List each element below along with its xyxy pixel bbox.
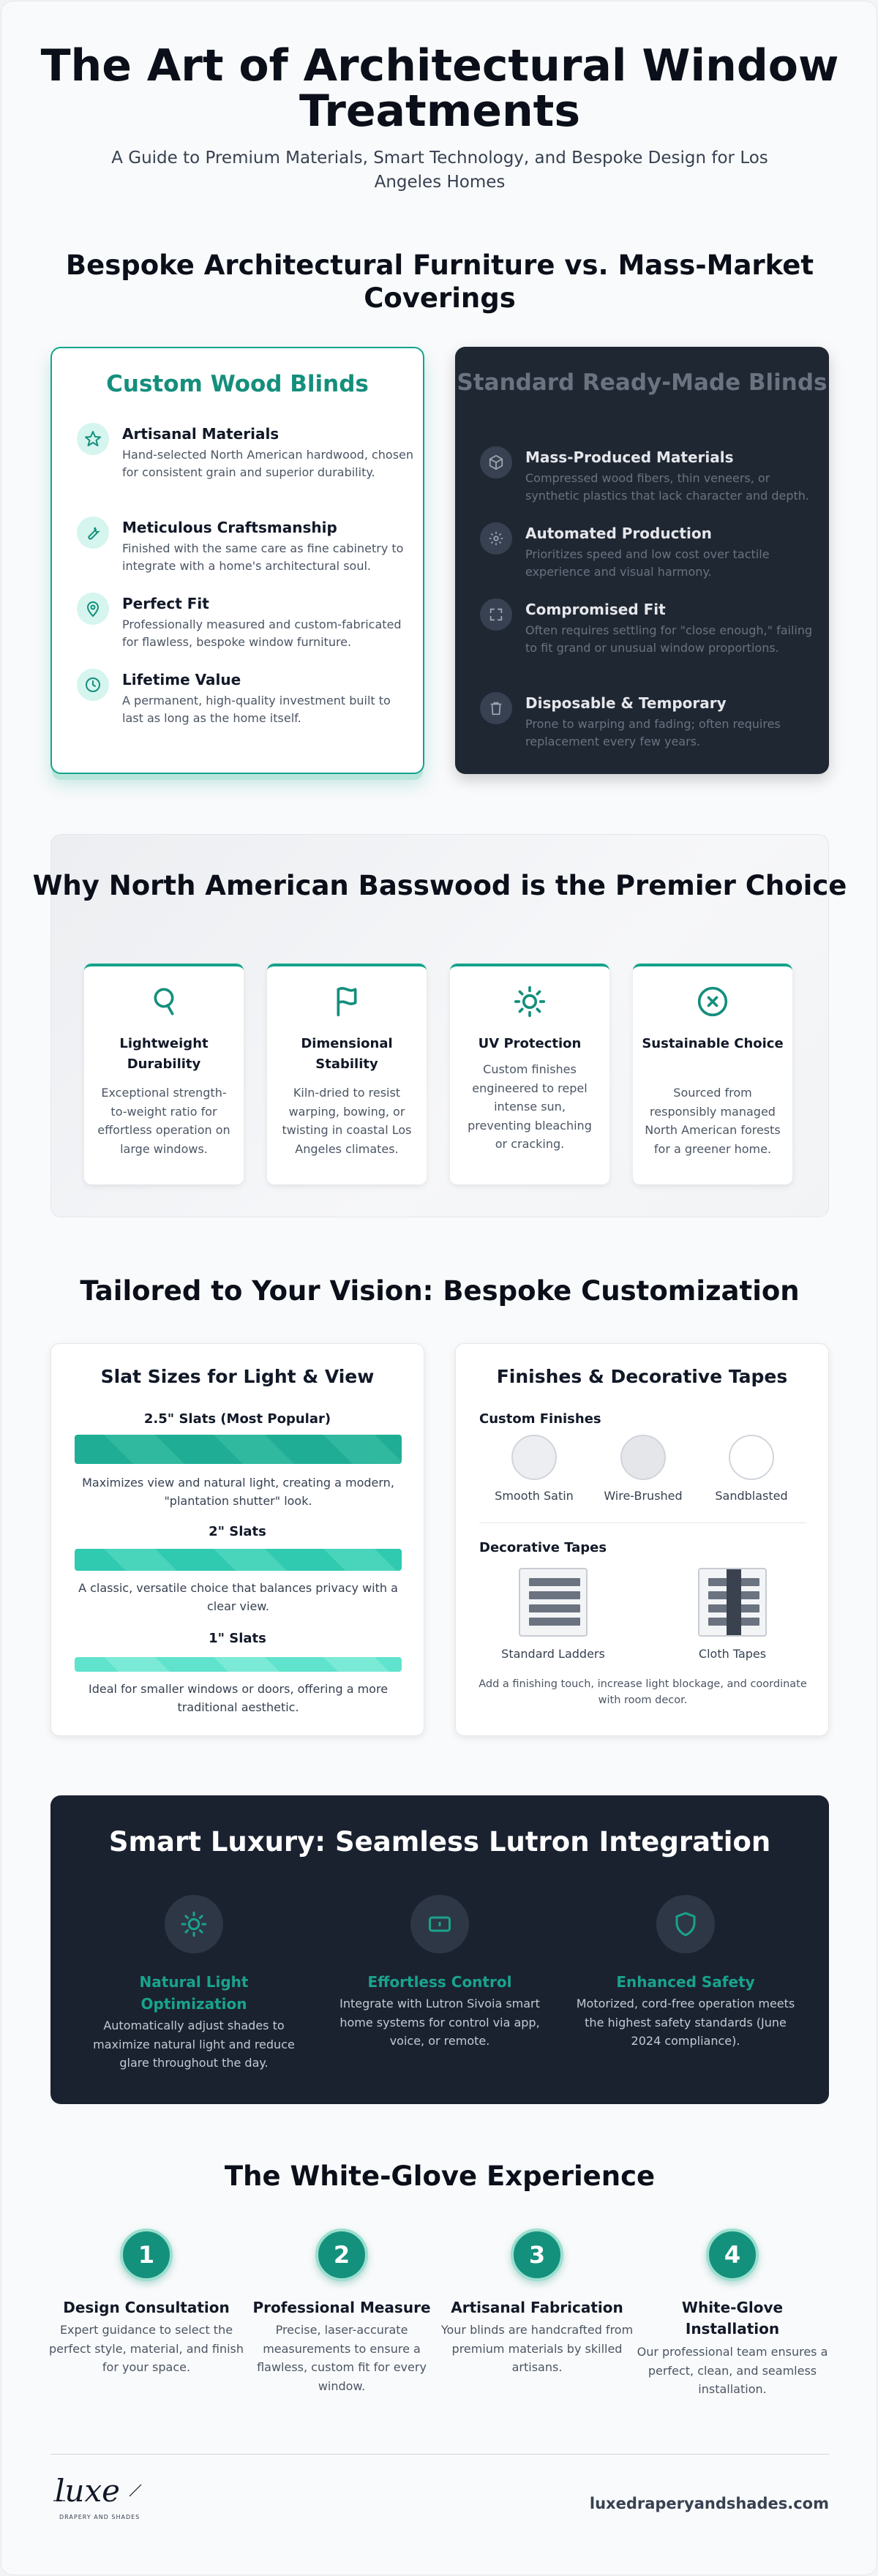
slat-bar-2 [75, 1549, 402, 1571]
feature-desc: Compressed wood fibers, thin veneers, or synthetic plastics that lack character and depth. [525, 471, 810, 503]
feature-title: Meticulous Craftsmanship [122, 519, 337, 536]
tapes-note: Add a finishing touch, increase light blockage, and coordinate with room decor. [479, 1678, 807, 1707]
logo-text: luxe [55, 2473, 121, 2509]
slat-desc: A classic, versatile choice that balances privacy with a clear view. [78, 1581, 398, 1613]
swatch-smooth-satin [511, 1435, 557, 1480]
step-desc: Expert guidance to select the perfect style, material, and finish for your space. [48, 2323, 244, 2375]
card-desc: Exceptional strength-to-weight ratio for effortless operation on large windows. [97, 1086, 230, 1156]
star-icon [77, 423, 109, 455]
trash-icon [480, 692, 512, 724]
feature-desc: A permanent, high-quality investment built to last as long as the home itself. [122, 694, 391, 725]
custom-wood-blinds-card [50, 347, 424, 774]
step-desc: Your blinds are handcrafted from premium materials by skilled artisans. [440, 2323, 634, 2375]
basswood-card [84, 964, 244, 1184]
feature-desc: Prioritizes speed and low cost over tactile experience and visual harmony. [525, 547, 770, 579]
customization-title: Tailored to Your Vision: Bespoke Customization [80, 1275, 800, 1307]
step-title: White-Glove Installation [681, 2299, 784, 2337]
feature-title: Artisanal Materials [122, 425, 279, 443]
standard-ladders-icon [519, 1568, 588, 1637]
finishes-card [455, 1343, 829, 1736]
location-pin-icon [77, 593, 109, 625]
basswood-title: Why North American Basswood is the Premier Choice [32, 870, 847, 901]
feature-title: Lifetime Value [122, 671, 241, 688]
page-subtitle: A Guide to Premium Materials, Smart Technology, and Bespoke Design for Los Angeles Homes [111, 149, 768, 192]
smart-item-desc: Motorized, cord-free operation meets the highest safety standards (June 2024 compliance). [576, 1997, 795, 2049]
flag-icon [267, 985, 427, 1018]
custom-card-heading: Custom Wood Blinds [106, 371, 369, 397]
feature-desc: Prone to warping and fading; often requires replacement every few years. [525, 717, 781, 748]
footer-divider [50, 2454, 829, 2455]
card-desc: Kiln-dried to resist warping, bowing, or twisting in coastal Los Angeles climates. [282, 1086, 412, 1156]
expand-icon [480, 598, 512, 631]
sun-icon [450, 985, 609, 1018]
step-desc: Precise, laser-accurate measurements to ensure a flawless, custom fit for every window. [257, 2323, 427, 2393]
feature-title: Automated Production [525, 525, 712, 542]
clock-icon [77, 669, 109, 701]
feature-title: Mass-Produced Materials [525, 448, 734, 466]
slat-desc: Ideal for smaller windows or doors, offering a more traditional aesthetic. [88, 1682, 389, 1714]
infographic-page [1, 1, 877, 2575]
step-desc: Our professional team ensures a perfect, clean, and seamless installation. [637, 2345, 828, 2397]
feature-desc: Often requires settling for "close enough," failing to fit grand or unusual window proportions. [525, 623, 813, 655]
website-link[interactable]: luxedraperyandshades.com [589, 2495, 829, 2512]
step-number: 2 [315, 2228, 368, 2281]
feature-desc: Finished with the same care as fine cabinetry to integrate with a home's architectural soul. [122, 541, 404, 573]
luxe-logo [50, 2473, 146, 2531]
slat-bar-2-5 [75, 1435, 402, 1464]
card-title: UV Protection [478, 1036, 582, 1051]
remote-icon [410, 1895, 469, 1953]
smart-luxury-panel [50, 1795, 829, 2104]
card-title: Sustainable Choice [642, 1036, 784, 1051]
shield-icon [656, 1895, 715, 1953]
comparison-title: Bespoke Architectural Furniture vs. Mass-Market Coverings [65, 249, 814, 315]
page-title: The Art of Architectural Window Treatments [40, 40, 839, 137]
step-number: 1 [120, 2228, 173, 2281]
finishes-divider [479, 1522, 806, 1523]
step-title: Artisanal Fabrication [451, 2299, 623, 2316]
tape-label: Cloth Tapes [698, 1647, 767, 1661]
feature-title: Compromised Fit [525, 601, 666, 618]
step-number: 3 [511, 2228, 563, 2281]
step-title: Professional Measure [252, 2299, 431, 2316]
logo-subtext: DRAPERY AND SHADES [59, 2514, 140, 2520]
custom-finishes-heading: Custom Finishes [479, 1411, 601, 1427]
feature-desc: Hand-selected North American hardwood, chosen for consistent grain and superior durability. [122, 448, 414, 479]
smart-item-title: Enhanced Safety [616, 1973, 755, 1991]
standard-blinds-card [455, 347, 829, 774]
slat-sizes-heading: Slat Sizes for Light & View [100, 1366, 375, 1387]
box-icon [480, 446, 512, 478]
swatch-wire-brushed [620, 1435, 666, 1480]
smart-item-desc: Automatically adjust shades to maximize natural light and reduce glare throughout the day. [93, 2019, 295, 2070]
standard-card-heading: Standard Ready-Made Blinds [457, 369, 828, 396]
card-desc: Custom finishes engineered to repel intense sun, preventing bleaching or cracking. [468, 1062, 592, 1152]
basswood-card [450, 964, 609, 1184]
swatch-label: Wire-Brushed [604, 1489, 683, 1503]
slat-title: 2" Slats [209, 1524, 266, 1539]
gear-icon [480, 522, 512, 555]
feature-title: Perfect Fit [122, 595, 209, 612]
cloth-tapes-icon [698, 1568, 767, 1637]
swatch-sandblasted [729, 1435, 774, 1480]
wrench-icon [77, 517, 109, 549]
slat-desc: Maximizes view and natural light, creating a modern, "plantation shutter" look. [82, 1476, 394, 1508]
swatch-label: Sandblasted [715, 1489, 788, 1503]
slat-sizes-card [50, 1343, 424, 1736]
compass-icon [633, 985, 792, 1018]
basswood-card [633, 964, 792, 1184]
sun-icon [165, 1895, 223, 1953]
feature-desc: Professionally measured and custom-fabricated for flawless, bespoke window furniture. [122, 617, 402, 649]
slat-title: 2.5" Slats (Most Popular) [143, 1411, 331, 1427]
card-title: Lightweight Durability [119, 1036, 209, 1072]
step-number: 4 [706, 2228, 759, 2281]
slat-title: 1" Slats [209, 1631, 266, 1646]
steps-title: The White-Glove Experience [224, 2160, 656, 2192]
feature-title: Disposable & Temporary [525, 694, 727, 712]
card-title: Dimensional Stability [301, 1036, 393, 1072]
decorative-tapes-heading: Decorative Tapes [479, 1540, 607, 1555]
smart-title: Smart Luxury: Seamless Lutron Integration [108, 1826, 771, 1858]
step-title: Design Consultation [63, 2299, 230, 2316]
tape-label: Standard Ladders [501, 1647, 605, 1661]
basswood-card [267, 964, 427, 1184]
card-desc: Sourced from responsibly managed North American forests for a greener home. [645, 1086, 781, 1156]
smart-item-title: Natural Light Optimization [139, 1973, 249, 2013]
swatch-label: Smooth Satin [495, 1489, 574, 1503]
feather-icon [84, 985, 244, 1018]
slat-bar-1 [75, 1657, 402, 1672]
finishes-heading: Finishes & Decorative Tapes [496, 1366, 788, 1387]
smart-item-desc: Integrate with Lutron Sivoia smart home systems for control via app, voice, or remote. [339, 1997, 540, 2049]
smart-item-title: Effortless Control [367, 1973, 512, 1991]
